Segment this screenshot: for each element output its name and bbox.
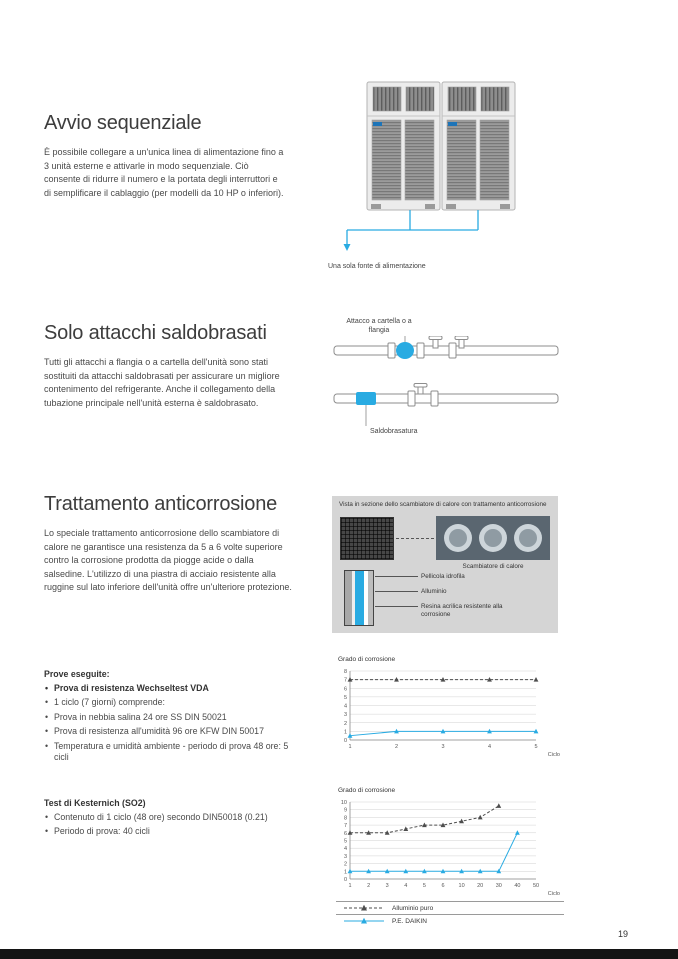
svg-text:20: 20 xyxy=(477,883,484,889)
kesternich-title: Test di Kesternich (SO2) xyxy=(44,798,146,808)
chart2-title: Grado di corrosione xyxy=(338,787,396,794)
svg-text:8: 8 xyxy=(343,669,347,675)
corrosion-chart-kesternich xyxy=(336,797,564,897)
svg-text:1: 1 xyxy=(343,869,347,876)
anticorrosion-panel xyxy=(332,496,558,633)
svg-text:3: 3 xyxy=(343,853,347,860)
list-item: • 1 ciclo (7 giorni) comprende: xyxy=(44,697,296,709)
svg-text:5: 5 xyxy=(343,838,347,845)
svg-text:0: 0 xyxy=(343,738,347,744)
svg-text:9: 9 xyxy=(343,807,347,814)
section-body-avvio: È possibile collegare a un'unica linea di alimentazione fino a 3 unità esterne e attivarle in modo sequenziale. Ciò consente di ridurre il numero e la portata degli interruttori e di semplificare il cablaggio (per modelli da 10 HP o inferiori). xyxy=(44,147,284,198)
svg-text:50: 50 xyxy=(532,883,540,889)
svg-text:3: 3 xyxy=(385,883,389,889)
legend-label-alluminio: Alluminio puro xyxy=(392,904,434,912)
legend-item-alluminio xyxy=(336,901,564,914)
svg-text:3: 3 xyxy=(441,744,445,750)
svg-text:6: 6 xyxy=(343,830,347,837)
svg-text:4: 4 xyxy=(487,744,492,750)
svg-text:2: 2 xyxy=(343,861,347,868)
solid-line-sample-icon xyxy=(344,916,384,926)
svg-text:40: 40 xyxy=(514,883,521,889)
svg-text:10: 10 xyxy=(458,883,465,889)
svg-text:7: 7 xyxy=(343,677,347,684)
svg-text:1: 1 xyxy=(348,744,352,750)
list-item: • Temperatura e umidità ambiente - periodo di prova 48 ore: 5 cicli xyxy=(44,741,296,765)
chart1-title: Grado di corrosione xyxy=(338,656,396,663)
svg-text:2: 2 xyxy=(394,744,399,750)
legend-label-daikin: P.E. DAIKIN xyxy=(392,917,427,925)
svg-text:4: 4 xyxy=(343,846,347,853)
svg-text:10: 10 xyxy=(340,800,347,806)
list-item: • Contenuto di 1 ciclo (48 ore) secondo DIN50018 (0.21) xyxy=(44,812,326,824)
svg-text:Ciclo: Ciclo xyxy=(547,891,560,897)
svg-text:2: 2 xyxy=(367,883,371,889)
anticorrosion-panel-title: Vista in sezione dello scambiatore di calore con trattamento anticorrosione xyxy=(339,501,547,508)
svg-text:7: 7 xyxy=(343,823,347,830)
list-item: • Prova in nebbia salina 24 ore SS DIN 50021 xyxy=(44,712,296,724)
page-number: 19 xyxy=(618,929,629,939)
svg-text:5: 5 xyxy=(534,744,538,750)
heat-exchanger-section-photo xyxy=(340,517,394,560)
svg-text:5: 5 xyxy=(343,694,347,701)
section-body-anticorrosione: Lo speciale trattamento anticorrosione dello scambiatore di calore ne garantisce una resistenza da 5 a 6 volte superiore contro la corrosione prodotta da piogge acide o dalla salsedine. L'utilizzo di una piastra di acciaio resistente alla ruggine sul lato inferiore dell'unità offre un'ulteriore protezione. xyxy=(44,528,292,592)
layer-leader-3 xyxy=(375,606,418,607)
heat-exchanger-caption: Scambiatore di calore xyxy=(462,563,524,570)
layer-label-aluminium: Alluminio xyxy=(421,588,447,595)
svg-text:8: 8 xyxy=(343,815,347,822)
dashed-line-sample-icon xyxy=(344,903,384,913)
layer-leader-2 xyxy=(375,591,418,592)
braze-label: Saldobrasatura xyxy=(370,428,418,435)
tests-list xyxy=(44,683,296,767)
svg-text:5: 5 xyxy=(422,883,426,889)
svg-text:4: 4 xyxy=(404,883,408,889)
svg-text:1: 1 xyxy=(343,729,347,736)
chart2-legend xyxy=(336,901,564,927)
list-item: • Periodo di prova: 40 cicli xyxy=(44,826,326,838)
section-title-attacchi: Solo attacchi saldobrasati xyxy=(44,322,267,344)
dashed-connector-line xyxy=(396,538,434,539)
section-title-anticorrosione: Trattamento anticorrosione xyxy=(44,493,278,515)
brazed-pipes-figure xyxy=(330,336,565,428)
layer-leader-1 xyxy=(375,576,418,577)
svg-text:30: 30 xyxy=(495,883,502,889)
section-body-attacchi: Tutti gli attacchi a flangia o a cartella dell'unità sono stati sostituiti da attacchi saldobrasati per assicurare un migliore contenimento del refrigerante. Anche il collegamento della tubazione principale nell'unità esterna è saldobrasato. xyxy=(44,357,280,408)
kesternich-list xyxy=(44,812,326,841)
power-source-caption: Una sola fonte di alimentazione xyxy=(328,263,426,270)
svg-text:0: 0 xyxy=(343,877,347,883)
svg-text:6: 6 xyxy=(441,883,445,889)
heat-exchanger-tubes-photo xyxy=(436,516,550,560)
svg-text:3: 3 xyxy=(343,712,347,719)
corrosion-chart-wechseltest xyxy=(336,666,564,758)
layer-label-film: Pellicola idrofila xyxy=(421,573,465,580)
list-item: • Prova di resistenza Wechseltest VDA xyxy=(44,683,296,695)
svg-text:4: 4 xyxy=(343,703,347,710)
outdoor-units-figure xyxy=(325,80,560,258)
coating-layers-diagram xyxy=(344,570,374,626)
svg-text:2: 2 xyxy=(343,720,347,727)
section-title-avvio: Avvio sequenziale xyxy=(44,112,202,134)
tests-list-title: Prove eseguite: xyxy=(44,669,110,679)
svg-text:1: 1 xyxy=(348,883,352,889)
layer-label-resin: Resina acrilica resistente alla corrosione xyxy=(421,603,503,618)
svg-text:Ciclo: Ciclo xyxy=(547,752,560,758)
legend-item-daikin xyxy=(336,914,564,927)
flange-connection-label: Attacco a cartella o a flangia xyxy=(346,318,412,334)
svg-text:6: 6 xyxy=(343,686,347,693)
footer-bar xyxy=(0,949,678,959)
list-item: • Prova di resistenza all'umidità 96 ore KFW DIN 50017 xyxy=(44,726,296,738)
